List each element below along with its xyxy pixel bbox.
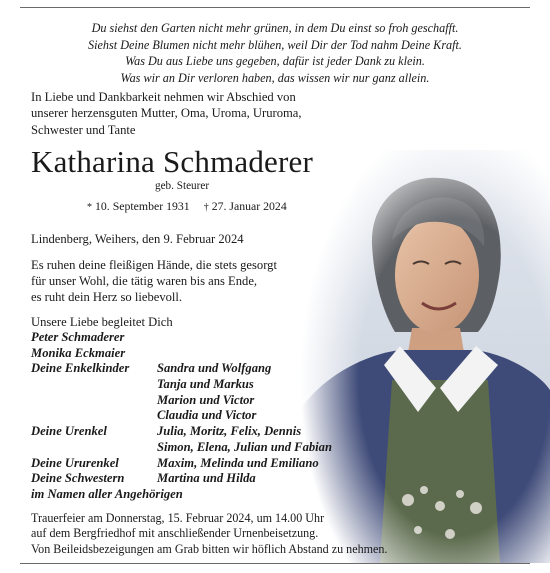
poem-line: Was wir an Dir verloren haben, das wissen wir nur ganz allein.	[120, 70, 430, 85]
funeral-info	[31, 511, 387, 557]
mourner-label: Monika Eckmaier	[31, 345, 126, 360]
mourners-lead: Unsere Liebe begleitet Dich	[31, 315, 173, 329]
mourner-names: Julia, Moritz, Felix, Dennis	[157, 424, 302, 439]
verse-line: für unser Wohl, die tätig waren bis ans Ende,	[31, 274, 258, 288]
mourner-label: Deine Ururenkel	[31, 455, 119, 470]
mourner-names: Maxim, Melinda und Emiliano	[157, 455, 319, 470]
poem-line: Du siehst den Garten nicht mehr grünen, in dem Du einst so froh geschafft.	[91, 21, 459, 35]
mourner-label: im Namen aller Angehörigen	[31, 486, 183, 501]
deceased-name: Katharina Schmaderer	[31, 144, 314, 179]
poem-line: Siehst Deine Blumen nicht mehr blühen, weil Dir der Tod nahm Deine Kraft.	[88, 37, 462, 52]
mourner-names: Martina und Hilda	[157, 471, 256, 486]
funeral-line: Von Beileidsbezeigungen am Grab bitten wir höflich Abstand zu nehmen.	[31, 541, 388, 556]
mourner-label: Deine Enkelkinder	[31, 361, 130, 376]
mourner-names: Sandra und Wolfgang	[157, 361, 272, 376]
verse-line: es ruht dein Herz so liebevoll.	[31, 290, 183, 304]
mourner-names: Tanja und Markus	[157, 377, 254, 392]
verse-line: Es ruhen deine fleißigen Hände, die stets gesorgt	[31, 258, 277, 272]
mourner-names: Simon, Elena, Julian und Fabian	[157, 439, 332, 454]
verse	[31, 257, 277, 305]
birth-date: 10. September 1931	[95, 199, 190, 213]
death-date: 27. Januar 2024	[211, 199, 287, 213]
top-rule	[20, 7, 530, 8]
maiden-name: geb. Steurer	[155, 180, 210, 192]
funeral-line: Trauerfeier am Donnerstag, 15. Februar 2024, um 14.00 Uhr	[31, 511, 325, 525]
intro-line: unserer herzensguten Mutter, Oma, Uroma, Ururoma,	[31, 106, 302, 121]
place-date: Lindenberg, Weihers, den 9. Februar 2024	[31, 232, 244, 246]
intro-line: In Liebe und Dankbarkeit nehmen wir Abschied von	[31, 90, 296, 104]
mourner-names: Marion und Victor	[157, 392, 255, 407]
poem-line: Was Du aus Liebe uns gegeben, dafür ist jeder Dank zu klein.	[125, 54, 425, 69]
intro-line: Schwester und Tante	[31, 122, 136, 137]
intro-text	[31, 89, 302, 138]
poem	[0, 20, 550, 86]
mourner-label: Peter Schmaderer	[31, 330, 125, 344]
bottom-rule	[20, 563, 530, 564]
mourner-label: Deine Urenkel	[31, 424, 107, 439]
death-symbol: †	[203, 202, 209, 213]
mourner-names: Claudia und Victor	[157, 408, 257, 423]
mourner-label: Deine Schwestern	[31, 471, 125, 486]
funeral-line: auf dem Bergfriedhof mit anschließender Urnenbeisetzung.	[31, 526, 319, 541]
portrait-photo	[300, 150, 550, 563]
life-dates	[87, 199, 287, 215]
birth-symbol: *	[87, 202, 92, 213]
